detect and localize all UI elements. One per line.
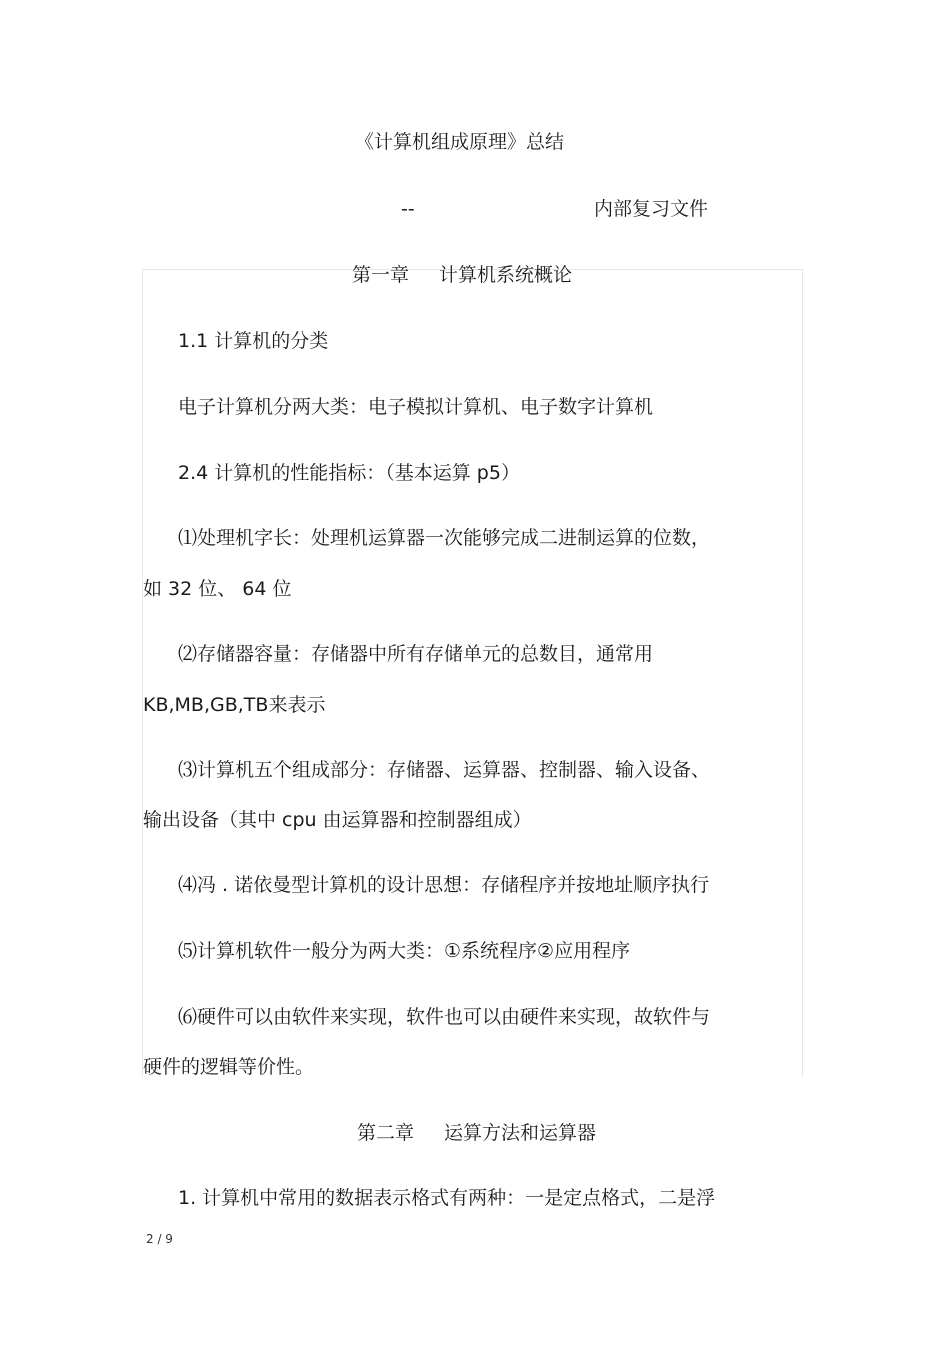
page-number: 2 / 9: [146, 1232, 173, 1246]
item3-line1: ⑶计算机五个组成部分：存储器、运算器、控制器、输入设备、: [178, 759, 711, 781]
section-2-4: 2.4 计算机的性能指标：（基本运算 p5）: [178, 462, 520, 484]
document-title: 《计算机组成原理》总结: [355, 131, 565, 153]
chapter2-label: 第二章: [357, 1122, 415, 1144]
item4: ⑷冯 . 诺依曼型计算机的设计思想：存储程序并按地址顺序执行: [178, 874, 710, 896]
item5: ⑸计算机软件一般分为两大类：①系统程序②应用程序: [178, 940, 631, 962]
chapter1-name: 计算机系统概论: [439, 264, 573, 286]
subtitle-text: 内部复习文件: [594, 198, 709, 220]
section-1-1: 1.1 计算机的分类: [178, 330, 329, 352]
item6-line1: ⑹硬件可以由软件来实现，软件也可以由硬件来实现，故软件与: [178, 1006, 711, 1028]
subtitle-dash: --: [401, 198, 415, 220]
chapter2-name: 运算方法和运算器: [444, 1122, 597, 1144]
chapter2-heading: [357, 1121, 596, 1145]
item2-line1: ⑵存储器容量：存储器中所有存储单元的总数目，通常用: [178, 643, 654, 665]
item6-line2: 硬件的逻辑等价性。: [143, 1056, 315, 1078]
item3-line2: 输出设备（其中 cpu 由运算器和控制器组成）: [143, 809, 532, 831]
chapter1-heading: [352, 263, 572, 287]
item1-line2: 如 32 位、 64 位: [143, 578, 292, 600]
item2-line2: KB,MB,GB,TB来表示: [143, 694, 326, 716]
chapter2-paragraph1: 1. 计算机中常用的数据表示格式有两种：一是定点格式，二是浮: [178, 1187, 716, 1209]
item1-line1: ⑴处理机字长：处理机运算器一次能够完成二进制运算的位数，: [178, 527, 711, 549]
chapter1-label: 第一章: [352, 264, 410, 286]
paragraph-computer-types: 电子计算机分两大类：电子模拟计算机、电子数字计算机: [178, 396, 654, 418]
